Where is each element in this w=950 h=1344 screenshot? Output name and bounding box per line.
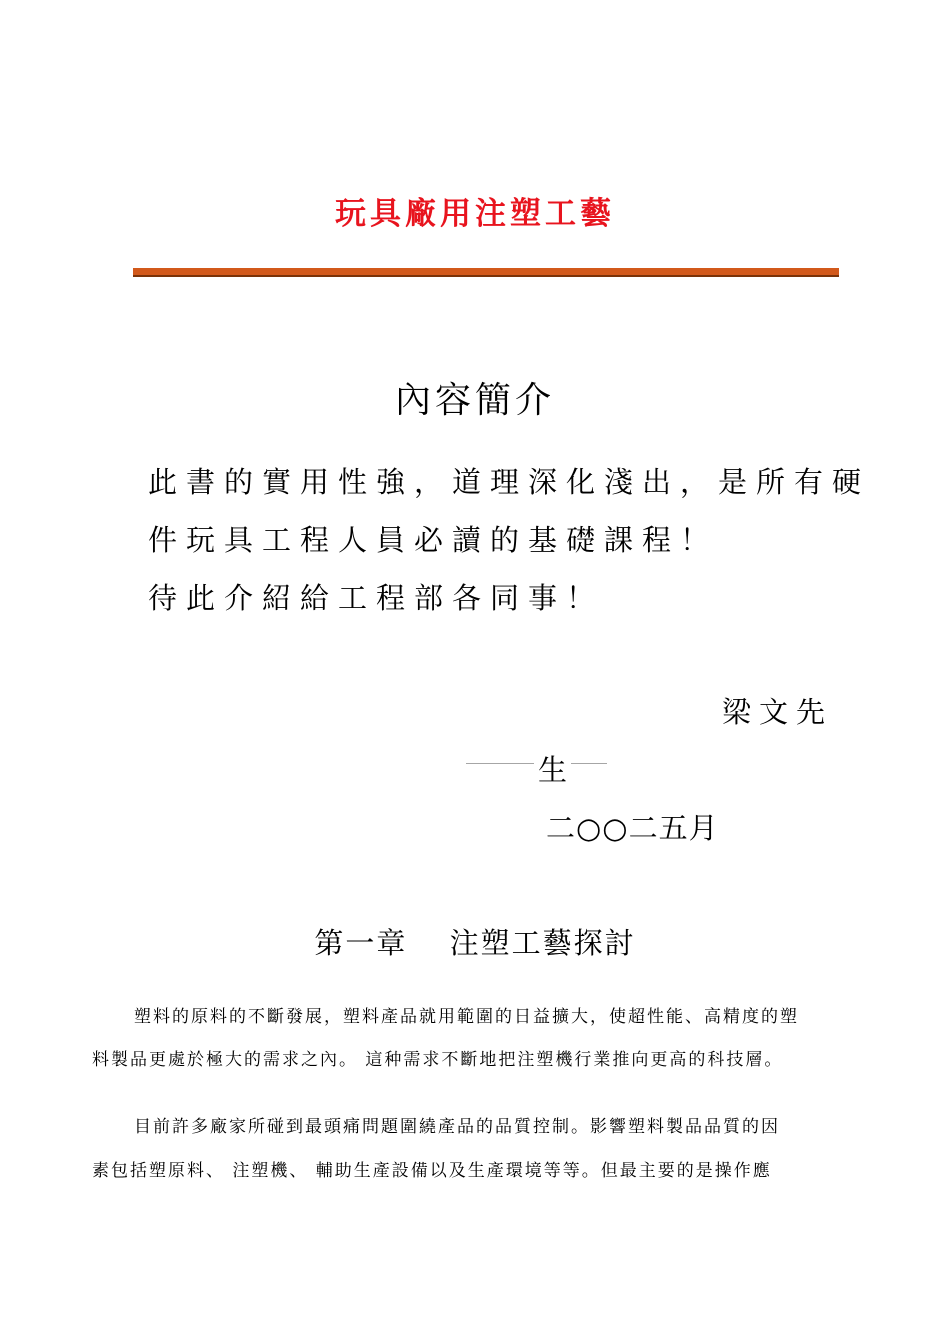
intro-line: 待此介紹給工程部各同事！ — [148, 581, 605, 615]
author-name-continued: 生 — [534, 748, 571, 789]
paragraph-line: 料製品更處於極大的需求之內。 這种需求不斷地把注塑機行業推向更高的科技層。 — [92, 1050, 784, 1070]
intro-line: 此書的實用性強，道理深化淺出，是所有硬 — [148, 465, 871, 499]
paragraph-line: 目前許多廠家所碰到最頭痛問題圍繞產品的品質控制。影響塑料製品品質的因 — [134, 1117, 780, 1137]
title-divider — [133, 268, 839, 277]
paragraph-line: 素包括塑原料、 注塑機、 輔助生產設備以及生產環境等等。但最主要的是操作應 — [92, 1161, 772, 1181]
paragraph-line: 塑料的原料的不斷發展，塑料產品就用範圍的日益擴大，使超性能、高精度的塑 — [134, 1007, 799, 1027]
author-name: 梁文先 — [722, 695, 834, 729]
intro-line: 件玩具工程人員必讀的基礎課程！ — [148, 523, 719, 557]
intro-heading: 內容簡介 — [394, 380, 555, 421]
chapter-heading: 第一章 注塑工藝探討 — [314, 926, 636, 960]
signature-date: 二○○二五月 — [546, 811, 719, 845]
document-title: 玩具廠用注塑工藝 — [335, 196, 615, 232]
